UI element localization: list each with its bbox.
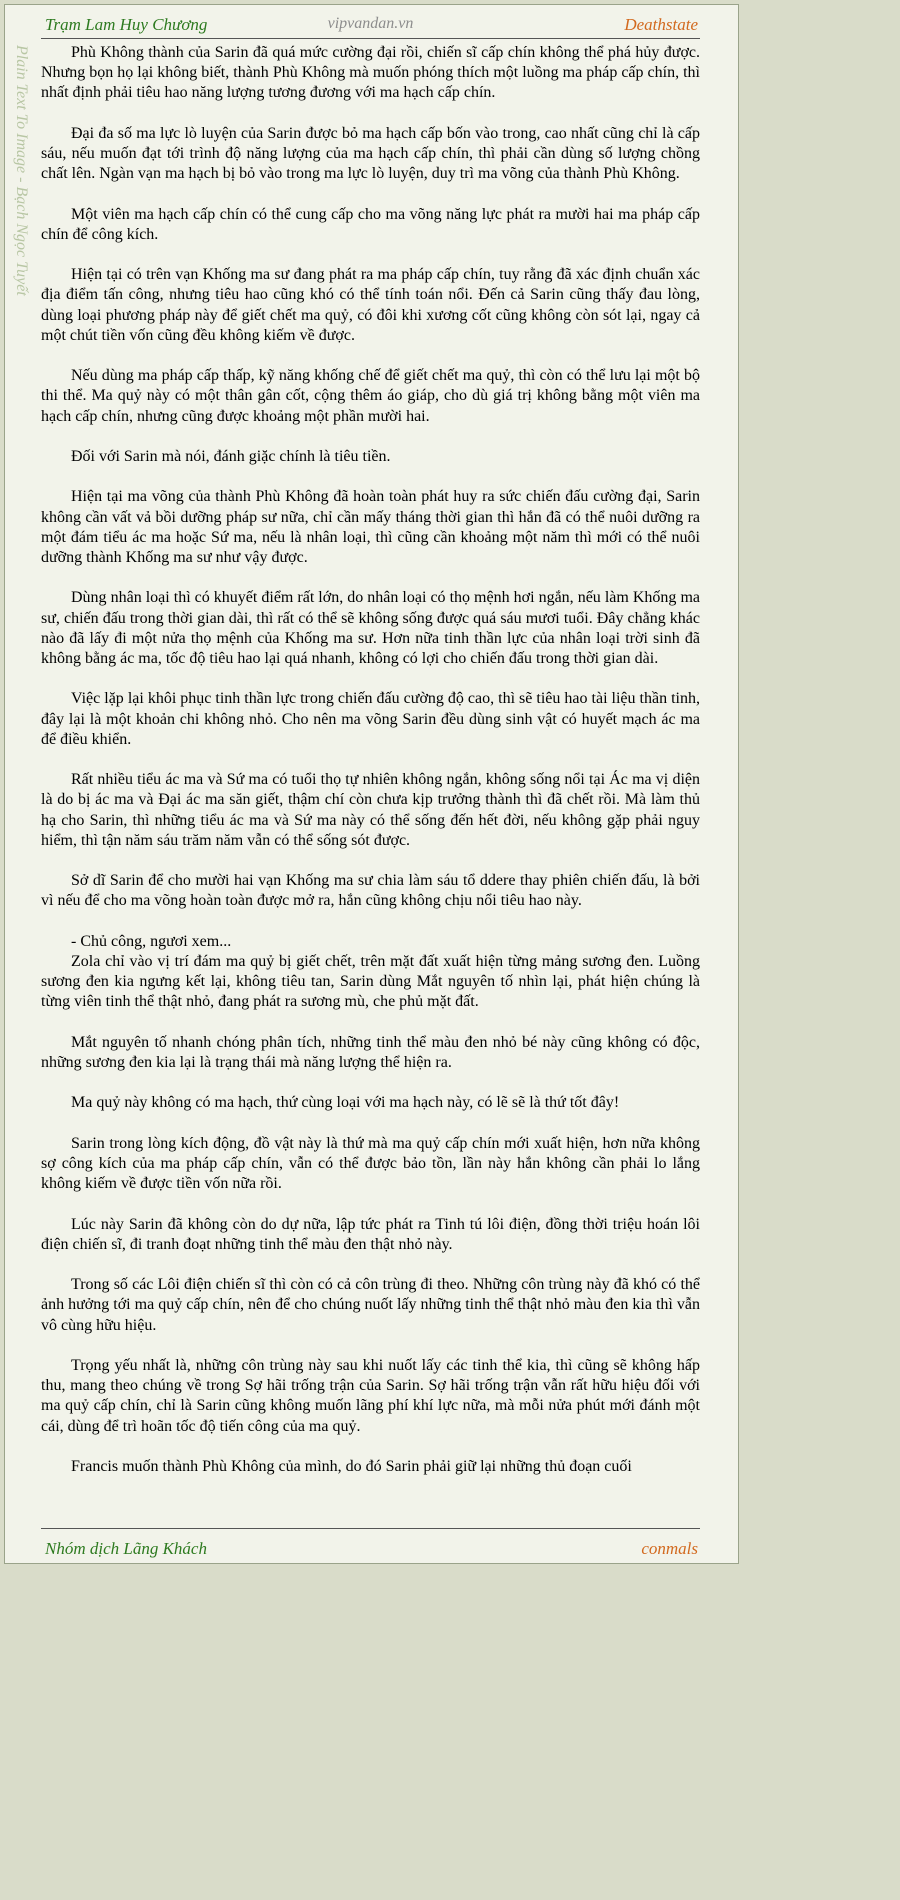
paragraph: Nếu dùng ma pháp cấp thấp, kỹ năng khống chế để giết chết ma quỷ, thì còn có thể lưu lại một bộ thi thể. Ma quỷ này có một thân gân cốt, cộng thêm áo giáp, cho dù giá trị không bằng một viên ma hạch cấp chín, nhưng cũng được khoảng một phần mười hai. bbox=[41, 367, 700, 425]
paragraph: Hiện tại ma võng của thành Phù Không đã hoàn toàn phát huy ra sức chiến đấu cường đại, Sarin không cần vất vả bồi dưỡng pháp sư nữa, chỉ cần mấy tháng thời gian thì hắn đã có thể nuôi dưỡng ra một đám tiểu ác ma hoặc Sứ ma, nếu là nhân loại, thì cũng cần khoảng một năm thì mới có thể nuôi dưỡng thành Khống ma sư như vậy được. bbox=[41, 488, 700, 566]
header-site: vipvandan.vn bbox=[327, 15, 414, 32]
header-editor: Deathstate bbox=[624, 15, 698, 34]
paragraph: Việc lặp lại khôi phục tinh thần lực trong chiến đấu cường độ cao, thì sẽ tiêu hao tài liệu thần tinh, đây lại là một khoản chi không nhỏ. Cho nên ma võng Sarin đều dùng sinh vật có huyết mạch ác ma để điều khiển. bbox=[41, 690, 700, 748]
footer-group: Nhóm dịch Lãng Khách bbox=[45, 1539, 207, 1558]
paragraph: Mắt nguyên tố nhanh chóng phân tích, những tinh thể màu đen nhỏ bé này cũng không có độc, những sương đen kia lại là trạng thái mà năng lượng thể hiện ra. bbox=[41, 1033, 700, 1071]
paragraph: Sở dĩ Sarin để cho mười hai vạn Khống ma sư chia làm sáu tổ ddere thay phiên chiến đấu, là bởi vì nếu để cho ma võng hoàn toàn được mở ra, hắn cũng không chịu nổi tiêu hao này. bbox=[41, 872, 700, 910]
dialog-line: - Chủ công, ngươi xem... bbox=[71, 932, 232, 950]
paragraph: Hiện tại có trên vạn Khống ma sư đang phát ra ma pháp cấp chín, tuy rằng đã xác định chuẩn xác địa điểm tấn công, nhưng tiêu hao cũng khó có thể tính toán nổi. Đến cả Sarin cũng thấy đau lòng, dùng loại phương pháp này để giết chết ma quỷ, có đôi khi xương cốt cũng không còn sót lại, ngay cả một chút tiền vốn cũng đều không kiếm về được. bbox=[41, 266, 700, 344]
side-watermark bbox=[8, 45, 36, 335]
paragraph: Đại đa số ma lực lò luyện của Sarin được bỏ ma hạch cấp bốn vào trong, cao nhất cũng chỉ là cấp sáu, nếu muốn đạt tới trình độ năng lượng của ma hạch cấp chín, thì phải cần dùng số lượng chồng chất lên. Ngàn vạn ma hạch bị bỏ vào trong ma lực lò luyện, duy trì ma võng của thành Phù Không. bbox=[41, 124, 700, 183]
paragraph: Ma quỷ này không có ma hạch, thứ cùng loại với ma hạch này, có lẽ sẽ là thứ tốt đây! bbox=[71, 1094, 620, 1112]
header-rule bbox=[41, 38, 700, 39]
paragraph: Phù Không thành của Sarin đã quá mức cường đại rồi, chiến sĩ cấp chín không thể phá hủy được. Nhưng bọn họ lại không biết, thành Phù Không mà muốn phóng thích một luồng ma pháp cấp chín, thì nhất định phải tiêu hao năng lượng tương đương với ma hạch cấp chín. bbox=[41, 44, 700, 102]
page bbox=[4, 4, 739, 1564]
paragraph: Rất nhiều tiểu ác ma và Sứ ma có tuổi thọ tự nhiên không ngắn, không sống nổi tại Ác ma vị diện là do bị ác ma và Đại ác ma săn giết, thậm chí còn chưa kịp trưởng thành thì đã chết rồi. Mà làm thủ hạ cho Sarin, thì những tiểu ác ma và Sứ ma này có thể sống đến hết đời, nếu không gặp phải nguy hiểm, thì tận năm sáu trăm năm vẫn có thể sống sót được. bbox=[41, 771, 700, 849]
paragraph: Đối với Sarin mà nói, đánh giặc chính là tiêu tiền. bbox=[71, 447, 391, 465]
paragraph: Zola chỉ vào vị trí đám ma quỷ bị giết chết, trên mặt đất xuất hiện từng mảng sương đen. Luồng sương đen kia ngưng kết lại, không tiêu tan, Sarin dùng Mắt nguyên tố nhìn lại, phát hiện chúng là từng viên tinh thể thật nhỏ, đang phát ra sương mù, che phủ mặt đất. bbox=[41, 952, 700, 1011]
paragraph: Một viên ma hạch cấp chín có thể cung cấp cho ma võng năng lực phát ra mười hai ma pháp cấp chín để công kích. bbox=[41, 205, 700, 243]
page-footer bbox=[41, 1535, 700, 1559]
footer-uploader: conmals bbox=[641, 1539, 698, 1558]
paragraph: Dùng nhân loại thì có khuyết điểm rất lớn, do nhân loại có thọ mệnh hơi ngắn, nếu làm Khống ma sư, chiến đấu trong thời gian dài, thì rất có thể sẽ không sống được quá sáu mươi tuổi. Đây chẳng khác nào đã lấy đi một nửa thọ mệnh của Khống ma sư. Hơn nữa tinh thần lực của nhân loại trời sinh đã không bằng ác ma, tốc độ tiêu hao lại quá nhanh, không có lợi cho chiến đấu trong thời gian dài. bbox=[41, 589, 700, 667]
paragraph: Trọng yếu nhất là, những côn trùng này sau khi nuốt lấy các tinh thể kia, thì cũng sẽ không hấp thu, mang theo chúng về trong Sợ hãi trống trận của Sarin. Sợ hãi trống trận vẫn rất hữu hiệu đối với ma quỷ cấp chín, chỉ là Sarin cũng không muốn lãng phí khí lực nữa, mà mỗi nửa phút mới đánh một cái, dùng để trì hoãn tốc độ tiến công của ma quỷ. bbox=[41, 1356, 700, 1435]
paragraph: Francis muốn thành Phù Không của mình, do đó Sarin phải giữ lại những thủ đoạn cuối bbox=[71, 1457, 632, 1475]
chapter-text bbox=[41, 43, 700, 1523]
header-translator: Trạm Lam Huy Chương bbox=[45, 15, 208, 34]
side-watermark-text: Plain Text To Image - Bạch Ngọc Tuyết bbox=[13, 45, 30, 296]
paragraph: Sarin trong lòng kích động, đồ vật này là thứ mà ma quỷ cấp chín mới xuất hiện, hơn nữa không sợ công kích của ma pháp cấp chín, vẫn có thể được bảo tồn, lần này hắn không cần phải lo lắng không kiếm về được tiền vốn nữa rồi. bbox=[41, 1134, 700, 1193]
paragraph: Lúc này Sarin đã không còn do dự nữa, lập tức phát ra Tinh tú lôi điện, đồng thời triệu hoán lôi điện chiến sĩ, đi tranh đoạt những tinh thể màu đen thật nhỏ này. bbox=[41, 1215, 700, 1253]
paragraph: Trong số các Lôi điện chiến sĩ thì còn có cả côn trùng đi theo. Những côn trùng này đã khó có thể ảnh hưởng tới ma quỷ cấp chín, nên để cho chúng nuốt lấy những tinh thể thật nhỏ màu đen kia thì vẫn vô cùng hữu hiệu. bbox=[41, 1276, 700, 1334]
footer-rule bbox=[41, 1528, 700, 1529]
page-header bbox=[41, 13, 700, 37]
